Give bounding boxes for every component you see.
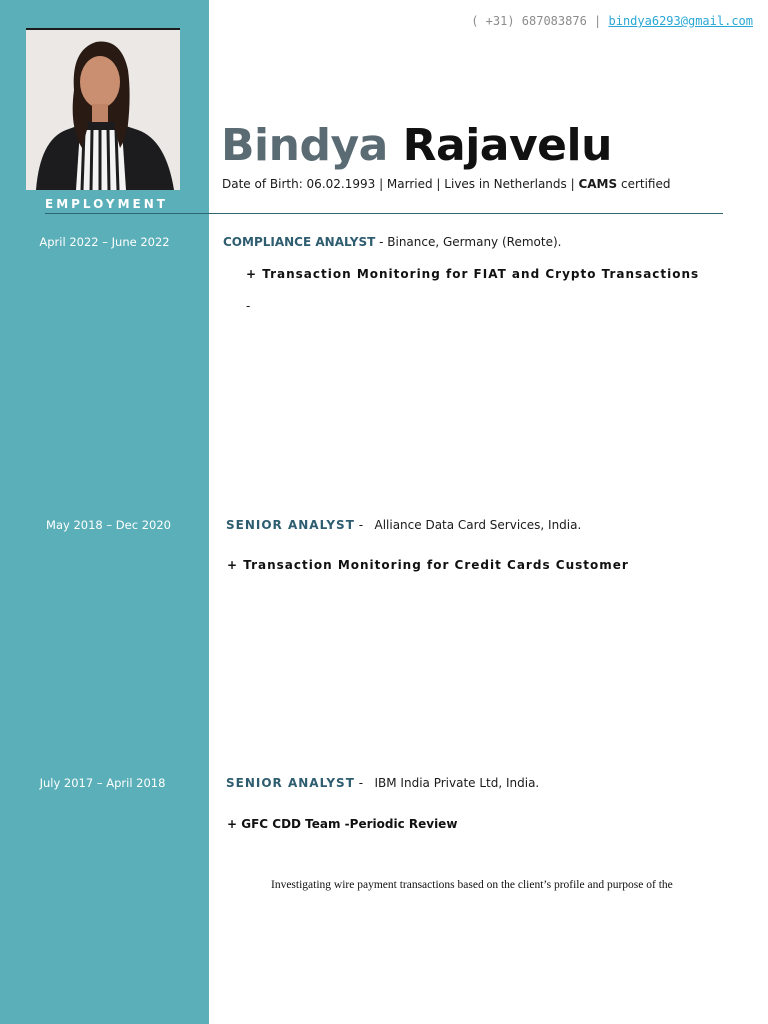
job-company: - Alliance Data Card Services, India.: [358, 518, 582, 532]
employment-section-title: EMPLOYMENT: [45, 197, 168, 211]
job-bullet: + GFC CDD Team -Periodic Review: [227, 817, 458, 831]
full-name: [221, 120, 612, 171]
phone-number: ( +31) 687083876: [471, 14, 587, 28]
job-company: - Binance, Germany (Remote).: [379, 235, 562, 249]
job-title: SENIOR ANALYST: [226, 518, 355, 532]
job-dates: July 2017 – April 2018: [39, 776, 166, 790]
job-heading: [226, 518, 581, 532]
job-heading: [223, 235, 561, 249]
job-dates: April 2022 – June 2022: [39, 235, 170, 249]
contact-separator: |: [594, 14, 602, 28]
cert-label: certified: [620, 177, 671, 191]
job-title: COMPLIANCE ANALYST: [223, 235, 376, 249]
last-name: Rajavelu: [402, 120, 612, 171]
job-dates: May 2018 – Dec 2020: [46, 518, 171, 532]
contact-line: [471, 14, 753, 28]
first-name: Bindya: [221, 120, 388, 171]
job-bullet: + Transaction Monitoring for FIAT and Crypto Transactions: [246, 267, 700, 281]
header-divider: [45, 213, 723, 214]
email-link[interactable]: bindya6293@gmail.com: [608, 14, 753, 28]
job-dash: -: [246, 299, 251, 313]
personal-details: Date of Birth: 06.02.1993 | Married | Lives in Netherlands |: [222, 177, 575, 191]
job-company: - IBM India Private Ltd, India.: [358, 776, 540, 790]
job-heading: [226, 776, 539, 790]
cams-label: CAMS: [578, 177, 618, 191]
job-description: Investigating wire payment transactions based on the client’s profile and purpose of the: [271, 879, 673, 891]
job-title: SENIOR ANALYST: [226, 776, 355, 790]
personal-info: [222, 177, 670, 191]
job-bullet: + Transaction Monitoring for Credit Cards Customer: [227, 558, 629, 572]
profile-photo: [26, 28, 180, 190]
